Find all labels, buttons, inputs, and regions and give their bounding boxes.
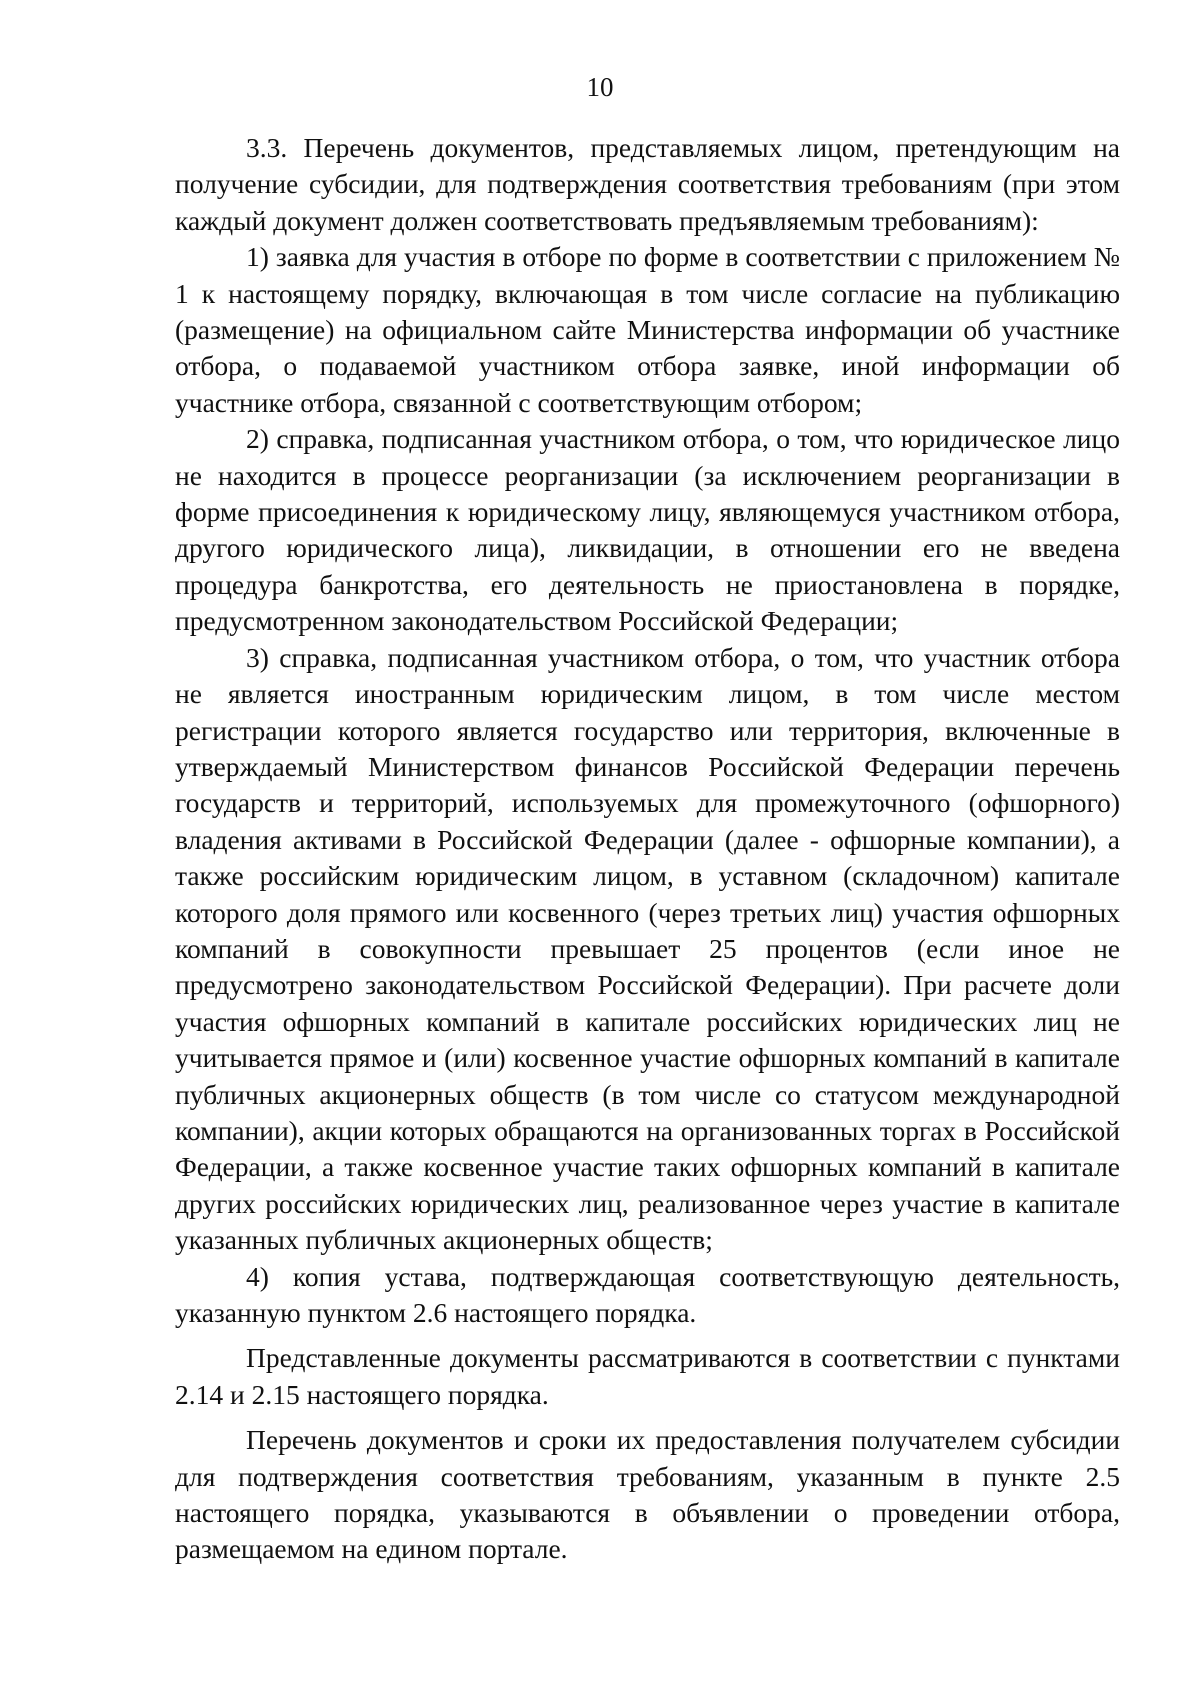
document-body — [175, 130, 1120, 1568]
list-item-4-charter-copy: 4) копия устава, подтверждающая соответствующую деятельность, указанную пунктом 2.6 настоящего порядка. — [175, 1260, 1120, 1328]
page-number: 10 — [586, 72, 614, 102]
list-item-3-offshore-certificate: 3) справка, подписанная участником отбора, о том, что участник отбора не является иностранным юридическим лицом, в том числе местом регистрации которого является государство или территория, включенные в утверждаемый Министерством финансов Российской Федерации перечень государств и территорий, используемых для промежуточного (офшорного) владения активами в Российской Федерации (далее - офшорные компании), а также российским юридическим лицом, в уставном (складочном) капитале которого доля прямого или косвенного (через третьих лиц) участия офшорных компаний в совокупности превышает 25 процентов (если иное не предусмотрено законодательством Российской Федерации). При расчете доли участия офшорных компаний в капитале российских юридических лиц не учитывается прямое и (или) косвенное участие офшорных компаний в капитале публичных акционерных обществ (в том числе со статусом международной компании), акции которых обращаются на организованных торгах в Российской Федерации, а также косвенное участие таких офшорных компаний в капитале других российских юридических лиц, реализованное через участие в капитале указанных публичных акционерных обществ; — [175, 641, 1120, 1256]
list-item-2-reorganization-certificate: 2) справка, подписанная участником отбора, о том, что юридическое лицо не находится в процессе реорганизации (за исключением реорганизации в форме присоединения к юридическому лицу, являющемуся участником отбора, другого юридического лица), ликвидации, в отношении его не введена процедура банкротства, его деятельность не приостановлена в порядке, предусмотренном законодательством Российской Федерации; — [175, 423, 1120, 637]
list-item-1-application: 1) заявка для участия в отборе по форме в соответствии с приложением № 1 к настоящему порядку, включающая в том числе согласие на публикацию (размещение) на официальном сайте Министерства информации об участнике отбора, о подаваемой участником отбора заявке, иной информации об участнике отбора, связанной с соответствующим отбором; — [175, 241, 1120, 418]
paragraph-3-3-intro: 3.3. Перечень документов, представляемых лицом, претендующим на получение субсидии, для подтверждения соответствия требованиям (при этом каждый документ должен соответствовать предъявляемым требованиям): — [175, 132, 1120, 236]
paragraph-documents-review: Представленные документы рассматриваются в соответствии с пунктами 2.14 и 2.15 настоящего порядка. — [175, 1342, 1120, 1410]
paragraph-documents-deadlines: Перечень документов и сроки их предоставления получателем субсидии для подтверждения соответствия требованиям, указанным в пункте 2.5 настоящего порядка, указываются в объявлении о проведении отбора, размещаемом на едином портале. — [175, 1424, 1120, 1565]
